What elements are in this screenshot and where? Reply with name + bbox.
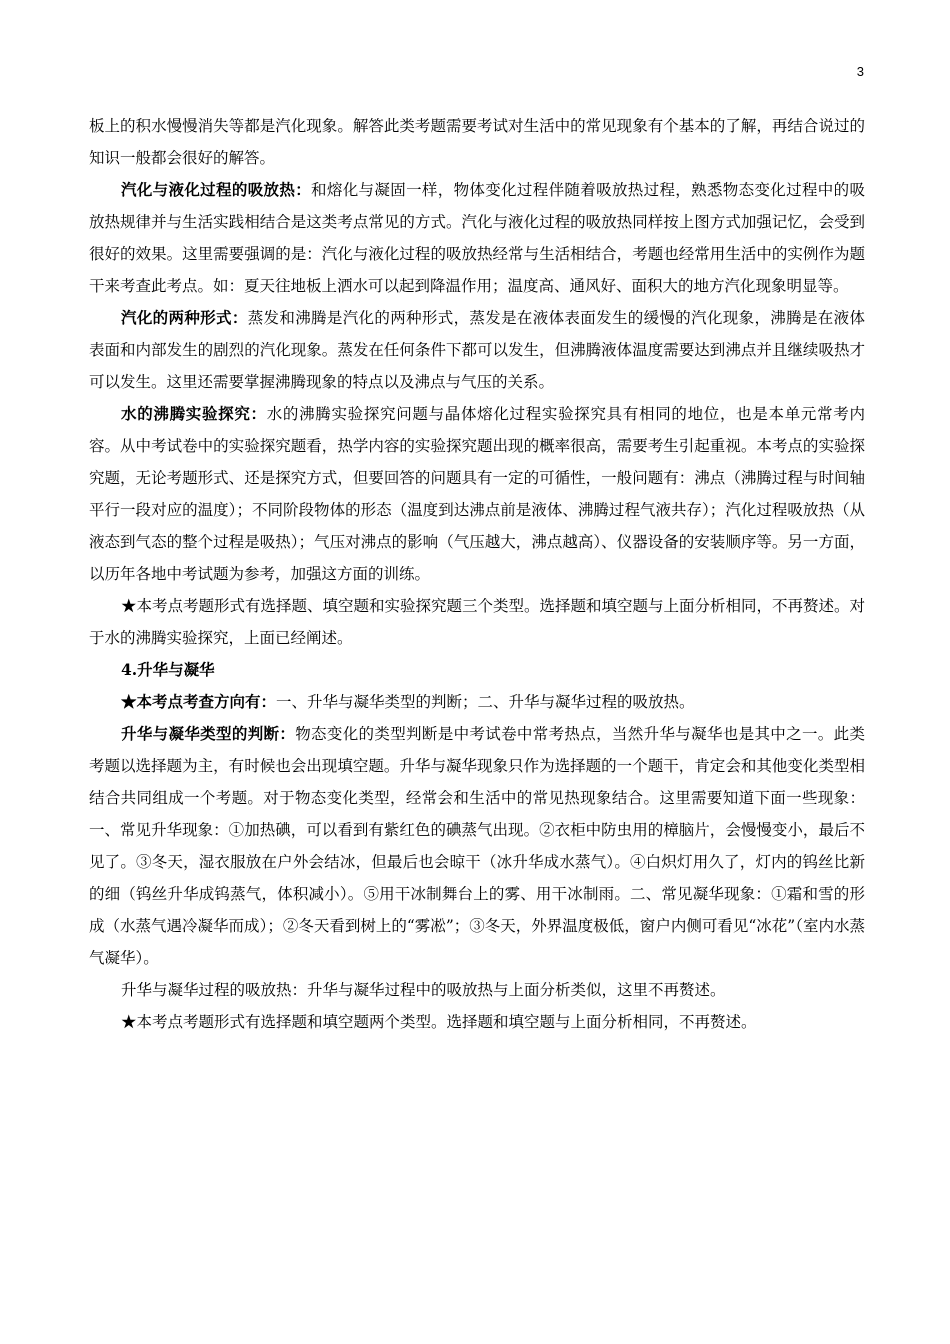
paragraph-sublimation-type-judgment (89, 718, 865, 974)
paragraph-heading: ★本考点考查方向有： (121, 692, 277, 711)
paragraph-text: 升华与凝华过程的吸放热：升华与凝华过程中的吸放热与上面分析类似，这里不再赘述。 (121, 981, 726, 999)
paragraph-vaporization-liquefaction-heat (89, 174, 865, 302)
paragraph-two-forms-of-vaporization (89, 302, 865, 398)
paragraph-heading: 汽化与液化过程的吸放热： (121, 180, 312, 199)
paragraph-text: 蒸发和沸腾是汽化的两种形式，蒸发是在液体表面发生的缓慢的汽化现象，沸腾是在液体表面和内部发生的剧烈的汽化现象。蒸发在任何条件下都可以发生，但沸腾液体温度需要达到沸点并且继续吸热才可以发生。这里还需要掌握沸腾现象的特点以及沸点与气压的关系。 (89, 309, 865, 391)
document-body (89, 110, 865, 1038)
paragraph-text: 水的沸腾实验探究问题与晶体熔化过程实验探究具有相同的地位，也是本单元常考内容。从中考试卷中的实验探究题看，热学内容的实验探究题出现的概率很高，需要考生引起重视。本考点的实验探究题，无论考题形式、还是探究方式，但要回答的问题具有一定的可循性，一般问题有：沸点（沸腾过程与时间轴平行一段对应的温度）；不同阶段物体的形态（温度到达沸点前是液体、沸腾过程气液共存）；汽化过程吸放热（从液态到气态的整个过程是吸热）；气压对沸点的影响（气压越大，沸点越高）、仪器设备的安装顺序等。另一方面，以历年各地中考试题为参考，加强这方面的训练。 (89, 405, 865, 583)
paragraph-text: ★本考点考题形式有选择题、填空题和实验探究题三个类型。选择题和填空题与上面分析相同，不再赘述。对于水的沸腾实验探究，上面已经阐述。 (89, 597, 866, 647)
paragraph-text: 和熔化与凝固一样，物体变化过程伴随着吸放热过程，熟悉物态变化过程中的吸放热规律并与生活实践相结合是这类考点常见的方式。汽化与液化过程的吸放热同样按上图方式加强记忆，会受到很好的效果。这里需要强调的是：汽化与液化过程的吸放热经常与生活相结合，考题也经常用生活中的实例作为题干来考查此考点。如：夏天往地板上洒水可以起到降温作用；温度高、通风好、面积大的地方汽化现象明显等。 (89, 181, 865, 295)
paragraph-heading: 汽化的两种形式： (121, 308, 248, 327)
paragraph-heading: 水的沸腾实验探究： (121, 404, 267, 423)
paragraph-heading: 升华与凝华类型的判断： (121, 724, 296, 743)
paragraph-text: 板上的积水慢慢消失等都是汽化现象。解答此类考题需要考试对生活中的常见现象有个基本的了解，再结合说过的知识一般都会很好的解答。 (89, 117, 865, 167)
paragraph-text: 物态变化的类型判断是中考试卷中常考热点，当然升华与凝华也是其中之一。此类考题以选择题为主，有时候也会出现填空题。升华与凝华现象只作为选择题的一个题干，肯定会和其他变化类型相结合共同组成一个考题。对于物态变化类型，经常会和生活中的常见热现象结合。这里需要知道下面一些现象：一、常见升华现象：①加热碘，可以看到有紫红色的碘蒸气出现。②衣柜中防虫用的樟脑片，会慢慢变小，最后不见了。③冬天，湿衣服放在户外会结冰，但最后也会晾干（冰升华成水蒸气）。④白炽灯用久了，灯内的钨丝比新的细（钨丝升华成钨蒸气，体积减小）。⑤用干冰制舞台上的雾、用干冰制雨。二、常见凝华现象：①霜和雪的形成（水蒸气遇冷凝华而成）；②冬天看到树上的“雾凇”；③冬天，外界温度极低，窗户内侧可看见“冰花”（室内水蒸气凝华）。 (89, 725, 865, 967)
paragraph-question-types-note (89, 590, 865, 654)
section-title: 4.升华与凝华 (121, 660, 215, 679)
paragraph-exam-directions (89, 686, 865, 718)
paragraph-text: ★本考点考题形式有选择题和填空题两个类型。选择题和填空题与上面分析相同，不再赘述。 (121, 1013, 757, 1031)
paragraph-sublimation-question-types (89, 1006, 865, 1038)
paragraph-sublimation-heat (89, 974, 865, 1006)
paragraph-continuation (89, 110, 865, 174)
paragraph-text: 一、升华与凝华类型的判断；二、升华与凝华过程的吸放热。 (276, 693, 695, 711)
paragraph-boiling-experiment (89, 398, 865, 590)
section-heading-sublimation (89, 654, 865, 686)
page-number: 3 (856, 64, 864, 79)
